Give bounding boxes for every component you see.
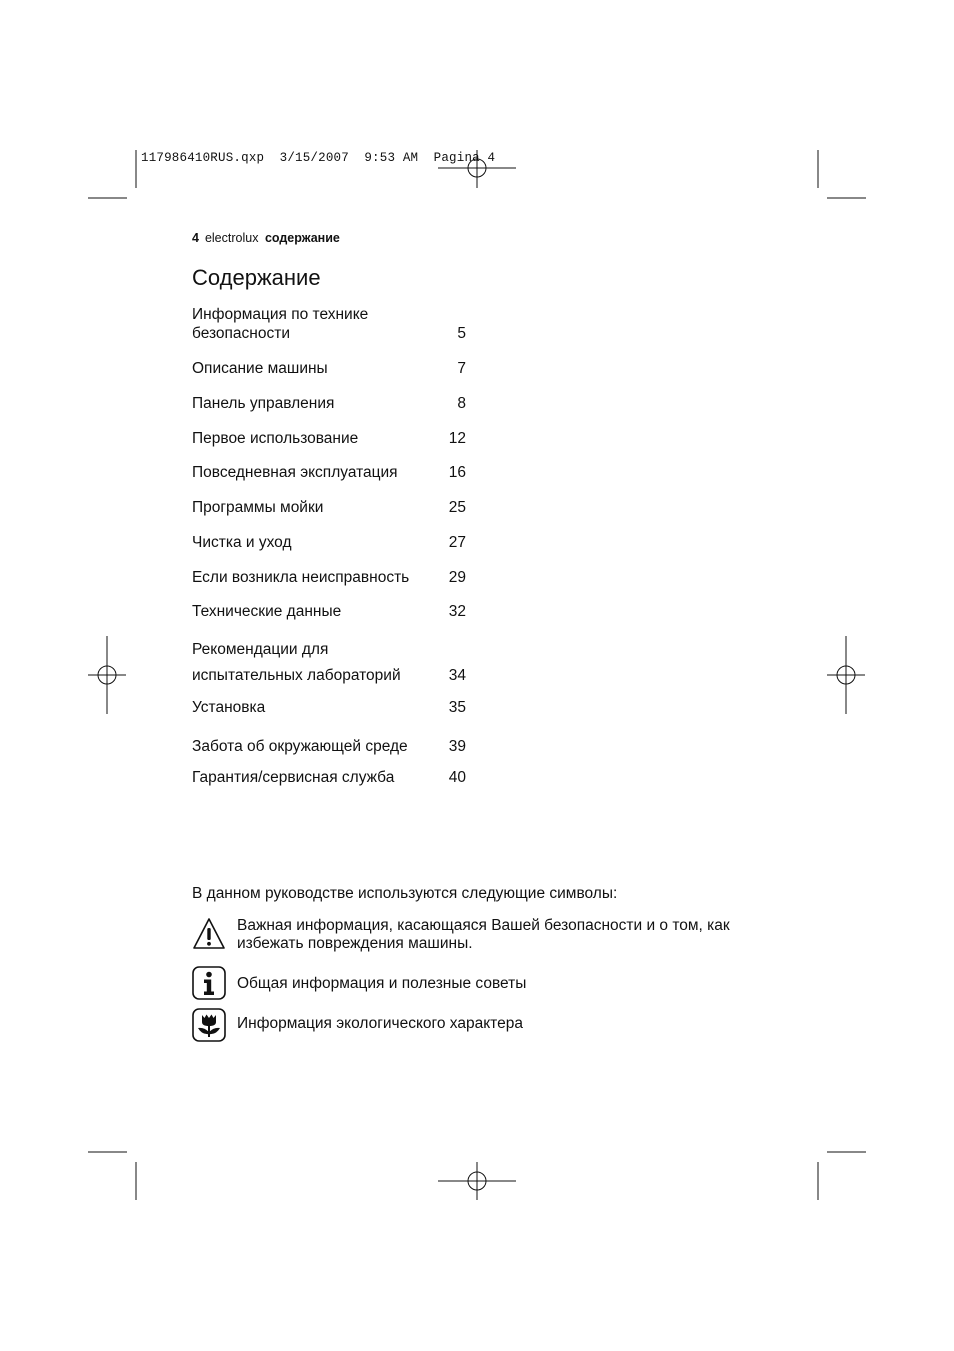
toc-item-title: Повседневная эксплуатация xyxy=(192,464,398,481)
toc-item-page: 29 xyxy=(448,569,466,586)
warning-legend-text: Важная информация, касающаяся Вашей безопасности и о том, как избежать повреждения машины. xyxy=(237,917,730,952)
warning-icon xyxy=(192,917,226,951)
eco-flower-icon xyxy=(192,1008,226,1042)
header-section: содержание xyxy=(264,231,340,245)
toc-item-page: 12 xyxy=(448,430,466,447)
toc-item-page: 32 xyxy=(448,603,466,620)
toc-item-page: 25 xyxy=(448,499,466,516)
toc-item-page: 16 xyxy=(448,464,466,481)
toc-item-title: Панель управления xyxy=(192,395,335,412)
toc-item-title: Рекомендации для испытательных лабораторий xyxy=(192,641,401,684)
registration-mark-left xyxy=(88,636,126,714)
toc-item[interactable] xyxy=(192,698,466,717)
symbols-intro: В данном руководстве используются следующие символы: xyxy=(192,885,618,902)
toc-item-page: 5 xyxy=(457,325,466,342)
toc-item-page: 40 xyxy=(448,769,466,786)
toc-item[interactable] xyxy=(192,568,466,587)
toc-item[interactable] xyxy=(192,602,466,621)
toc-item-title: Если возникла неисправность xyxy=(192,569,410,586)
toc-item-page: 7 xyxy=(457,360,466,377)
toc-item-title: Чистка и уход xyxy=(192,534,292,551)
toc-item-title: Первое использование xyxy=(192,430,359,447)
toc-item[interactable] xyxy=(192,737,466,756)
toc-item-page: 34 xyxy=(448,667,466,684)
info-legend-text: Общая информация и полезные советы xyxy=(237,975,527,992)
toc-item-title: Гарантия/сервисная служба xyxy=(192,769,395,786)
toc-item-title: Установка xyxy=(192,699,266,716)
registration-mark-right xyxy=(827,636,865,714)
toc-item[interactable] xyxy=(192,768,466,787)
info-icon xyxy=(192,966,226,1000)
toc-item[interactable] xyxy=(192,359,466,378)
running-header xyxy=(192,231,340,245)
toc-item[interactable] xyxy=(192,533,466,552)
toc-item[interactable] xyxy=(192,498,466,517)
toc-item-title: Программы мойки xyxy=(192,499,324,516)
header-page-number: 4 xyxy=(192,231,199,245)
toc-item[interactable] xyxy=(192,305,466,343)
toc-item-page: 39 xyxy=(448,738,466,755)
toc-item-title: Информация по технике безопасности xyxy=(192,306,369,342)
toc-item-page: 27 xyxy=(448,534,466,551)
toc-item-page: 35 xyxy=(448,699,466,716)
toc-item[interactable] xyxy=(192,429,466,448)
eco-legend-text: Информация экологического характера xyxy=(237,1015,523,1032)
toc-item-title: Забота об окружающей среде xyxy=(192,738,408,755)
toc-item[interactable] xyxy=(192,394,466,413)
toc-item-page: 8 xyxy=(457,395,466,412)
toc-item[interactable] xyxy=(192,637,466,689)
header-brand: electrolux xyxy=(204,231,259,245)
toc-item-title: Технические данные xyxy=(192,603,342,620)
toc-item[interactable] xyxy=(192,463,466,482)
page-title: Содержание xyxy=(192,265,321,290)
registration-mark-bottom xyxy=(438,1162,516,1200)
print-slug: 117986410RUS.qxp 3/15/2007 9:53 AM Pagina 4 xyxy=(141,151,496,165)
toc-item-title: Описание машины xyxy=(192,360,328,377)
